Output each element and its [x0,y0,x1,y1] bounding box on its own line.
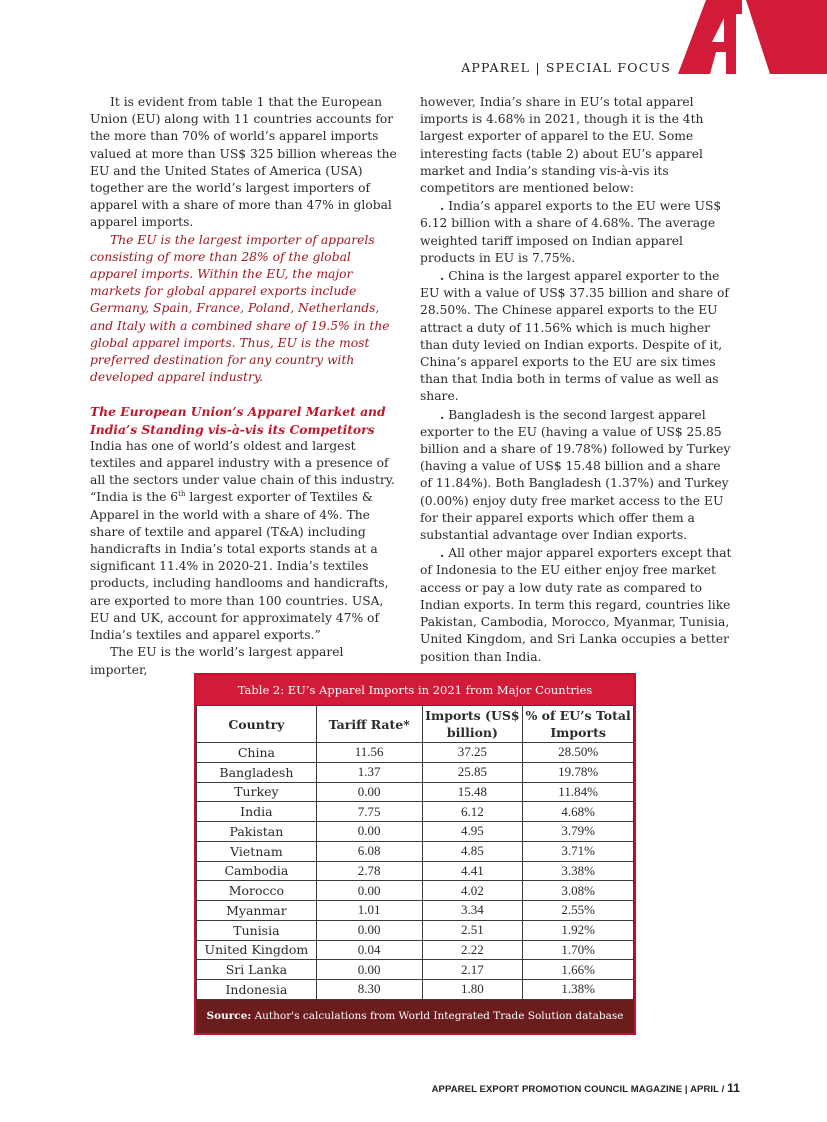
page-footer [432,1081,740,1095]
country-cell: India [197,802,317,822]
imports-cell: 37.25 [422,743,523,763]
country-cell: Cambodia [197,861,317,881]
tariff-cell: 0.00 [316,782,422,802]
section-heading: The European Union’s Apparel Market and India’s Standing vis-à-vis its Competitors [90,404,386,437]
country-cell: Tunisia [197,920,317,940]
imports-cell: 25.85 [422,762,523,782]
share-cell: 2.55% [523,901,634,921]
table-row [197,841,634,861]
tariff-cell: 1.01 [316,901,422,921]
tariff-cell: 11.56 [316,743,422,763]
bullet-india: . India’s apparel exports to the EU were US$ 6.12 billion with a share of 4.68%. The average weighted tariff imposed on Indian apparel products in EU is 7.75%. [420,198,722,265]
country-cell: China [197,743,317,763]
table-row [197,802,634,822]
eu-paragraph: The EU is the world’s largest apparel importer, [90,645,344,677]
imports-cell: 1.80 [422,980,523,1000]
imports-cell: 4.02 [422,881,523,901]
page-number: 11 [727,1081,740,1095]
country-cell: United Kingdom [197,940,317,960]
bullet-bangladesh: . Bangladesh is the second largest apparel exporter to the EU (having a value of US$ 25.85 billion and a share of 19.78%) followed by Turkey (having a value of US$ 15.48 billion and a share of 11.84%). Both Bangladesh (1.37%) and Turkey (0.00%) enjoy duty free market access to the EU for their apparel exports which offer them a substantial advantage over Indian exports. [420,406,731,543]
pull-quote: The EU is the largest importer of apparels consisting of more than 28% of the global apparel imports. Within the EU, the major markets for global apparel exports include Germany, Spain, France, Poland, Netherlands, and Italy with a combined share of 19.5% in the global apparel imports. Thus, EU is the most preferred destination for any country with developed apparel industry. [90,232,390,385]
country-cell: Morocco [197,881,317,901]
imports-cell: 2.51 [422,920,523,940]
imports-cell: 2.22 [422,940,523,960]
footer-text: APPAREL EXPORT PROMOTION COUNCIL MAGAZINE | APRIL / [431,1084,728,1095]
country-cell: Turkey [197,782,317,802]
country-cell: Pakistan [197,822,317,842]
tariff-cell: 2.78 [316,861,422,881]
imports-cell: 3.34 [422,901,523,921]
share-cell: 3.38% [523,861,634,881]
country-cell: Indonesia [197,980,317,1000]
col-header-tariff: Tariff Rate* [316,706,422,743]
india-paragraph: India has one of world’s oldest and largest textiles and apparel industry with a presence of all the sectors under value chain of this industry. “India is the 6th largest exporter of Textiles & Apparel in the world with a share of 4%. The share of textile and apparel (T&A) including handicrafts in India’s total exports stands at a significant 11.4% in 2020-21. India’s textiles products, including handlooms and handicrafts, are exported to more than 100 countries. USA, EU and UK, account for approximately 47% of India’s textiles and apparel exports.” [90,438,395,643]
section-header: APPAREL | SPECIAL FOCUS [461,60,671,75]
tariff-cell: 0.00 [316,881,422,901]
table-row [197,881,634,901]
intro-paragraph: It is evident from table 1 that the European Union (EU) along with 11 countries accounts for the more than 70% of world’s apparel imports valued at more than US$ 325 billion whereas the EU and the United States of America (USA) together are the world’s largest importers of apparel with a share of more than 47% in global apparel imports. [90,95,397,230]
col-header-country: Country [197,706,317,743]
table-2 [194,673,636,1035]
share-cell: 3.79% [523,822,634,842]
tariff-cell: 0.00 [316,960,422,980]
share-cell: 4.68% [523,802,634,822]
share-cell: 1.66% [523,960,634,980]
bullet-others: . All other major apparel exporters except that of Indonesia to the EU either enjoy free market access or pay a low duty rate as compared to Indian exports. In term this regard, countries like Pakistan, Cambodia, Morocco, Myanmar, Tunisia, United Kingdom, and Sri Lanka occupies a better position than India. [420,545,732,664]
country-cell: Myanmar [197,901,317,921]
col-header-share: % of EU’s Total Imports [523,706,634,743]
share-cell: 1.38% [523,980,634,1000]
table-row [197,980,634,1000]
share-cell: 19.78% [523,762,634,782]
table-row [197,743,634,763]
imports-cell: 4.95 [422,822,523,842]
share-cell: 1.92% [523,920,634,940]
tariff-cell: 0.00 [316,822,422,842]
tariff-cell: 8.30 [316,980,422,1000]
bullet-china: . China is the largest apparel exporter to the EU with a value of US$ 37.35 billion and share of 28.50%. The Chinese apparel exports to the EU attract a duty of 11.56% which is much higher than duty levied on Indian exports. Despite of it, China’s apparel exports to the EU are six times than that India both in terms of value as well as share. [420,268,729,404]
left-column [90,94,402,679]
tariff-cell: 6.08 [316,841,422,861]
imports-table [196,705,634,1000]
table-row [197,782,634,802]
table-source: Source: Author's calculations from World Integrated Trade Solution database [196,1000,634,1033]
tariff-cell: 7.75 [316,802,422,822]
table-row [197,861,634,881]
table-row [197,822,634,842]
col-header-imports: Imports (US$ billion) [422,706,523,743]
country-cell: Sri Lanka [197,960,317,980]
country-cell: Bangladesh [197,762,317,782]
table-row [197,940,634,960]
imports-cell: 15.48 [422,782,523,802]
share-cell: 28.50% [523,743,634,763]
right-column [420,94,735,666]
tariff-cell: 1.37 [316,762,422,782]
table-row [197,960,634,980]
magazine-logo-a-icon [0,0,827,80]
tariff-cell: 0.04 [316,940,422,960]
imports-cell: 4.85 [422,841,523,861]
table-title: Table 2: EU’s Apparel Imports in 2021 from Major Countries [196,675,634,705]
share-cell: 11.84% [523,782,634,802]
share-cell: 3.08% [523,881,634,901]
share-cell: 3.71% [523,841,634,861]
share-cell: 1.70% [523,940,634,960]
imports-cell: 2.17 [422,960,523,980]
country-cell: Vietnam [197,841,317,861]
tariff-cell: 0.00 [316,920,422,940]
imports-cell: 4.41 [422,861,523,881]
table-row [197,920,634,940]
table-row [197,901,634,921]
continuation-paragraph: however, India’s share in EU’s total apparel imports is 4.68% in 2021, though it is the 4th largest exporter of apparel to the EU. Some interesting facts (table 2) about EU’s apparel market and India’s standing vis-à-vis its competitors are mentioned below: [420,95,704,196]
table-header-row [197,706,634,743]
table-row [197,762,634,782]
imports-cell: 6.12 [422,802,523,822]
